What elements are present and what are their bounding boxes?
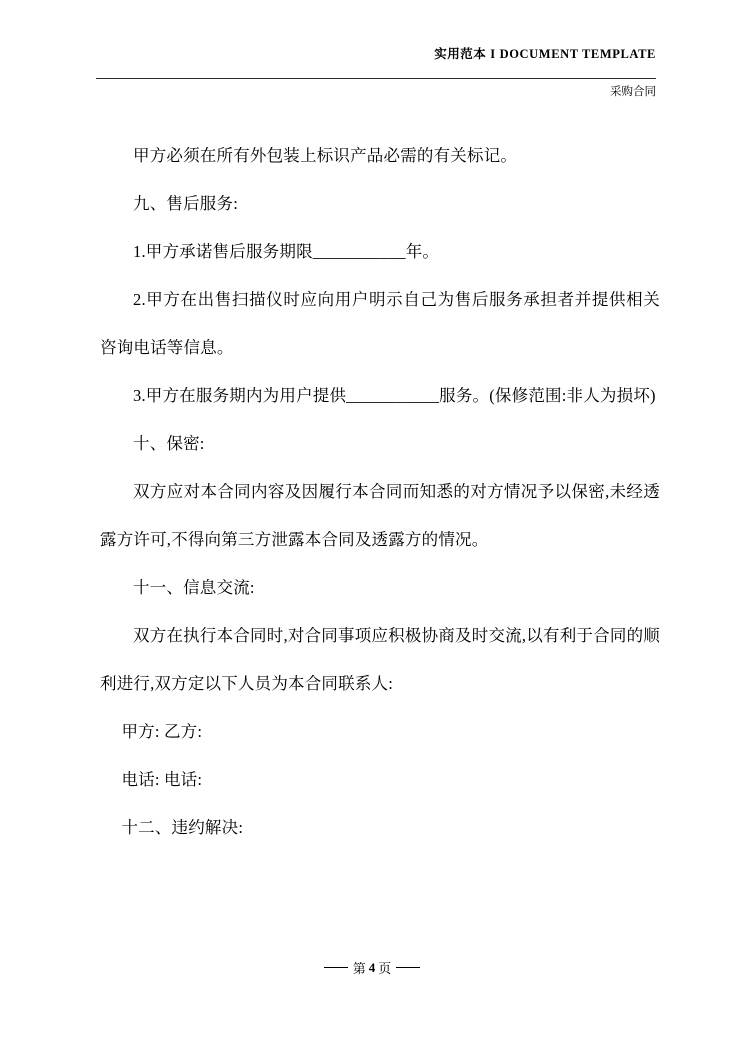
paragraph: 电话: 电话: bbox=[121, 770, 203, 789]
page-footer bbox=[0, 958, 744, 977]
page-header bbox=[96, 46, 656, 62]
paragraph: 十一、信息交流: bbox=[133, 578, 255, 597]
footer-page-number: 4 bbox=[368, 959, 376, 975]
footer-suffix: 页 bbox=[378, 961, 392, 976]
header-divider bbox=[96, 78, 656, 79]
paragraph: 十、保密: bbox=[133, 434, 205, 453]
paragraph: 甲方: 乙方: bbox=[121, 722, 203, 741]
header-separator: I bbox=[490, 47, 496, 61]
header-brand-en: DOCUMENT TEMPLATE bbox=[499, 47, 656, 61]
footer-rule-right bbox=[396, 967, 420, 968]
header-doc-type: 采购合同 bbox=[610, 86, 656, 98]
paragraph: 十二、违约解决: bbox=[121, 818, 244, 837]
paragraph: 3.甲方在服务期内为用户提供___________服务。(保修范围:非人为损坏) bbox=[133, 386, 656, 405]
header-brand-line bbox=[96, 46, 656, 62]
document-body bbox=[100, 132, 660, 852]
paragraph: 1.甲方承诺售后服务期限___________年。 bbox=[133, 242, 440, 261]
paragraph: 甲方必须在所有外包装上标识产品必需的有关标记。 bbox=[133, 146, 518, 165]
paragraph: 双方在执行本合同时,对合同事项应积极协商及时交流,以有利于合同的顺利进行,双方定以下人员为本合同联系人: bbox=[100, 626, 660, 693]
footer-prefix: 第 bbox=[352, 961, 366, 976]
paragraph: 双方应对本合同内容及因履行本合同而知悉的对方情况予以保密,未经透露方许可,不得向第三方泄露本合同及透露方的情况。 bbox=[100, 482, 660, 549]
paragraph: 2.甲方在出售扫描仪时应向用户明示自己为售后服务承担者并提供相关咨询电话等信息。 bbox=[100, 290, 660, 357]
footer-rule-left bbox=[324, 967, 348, 968]
paragraph: 九、售后服务: bbox=[133, 194, 238, 213]
header-brand-cn: 实用范本 bbox=[434, 47, 487, 61]
